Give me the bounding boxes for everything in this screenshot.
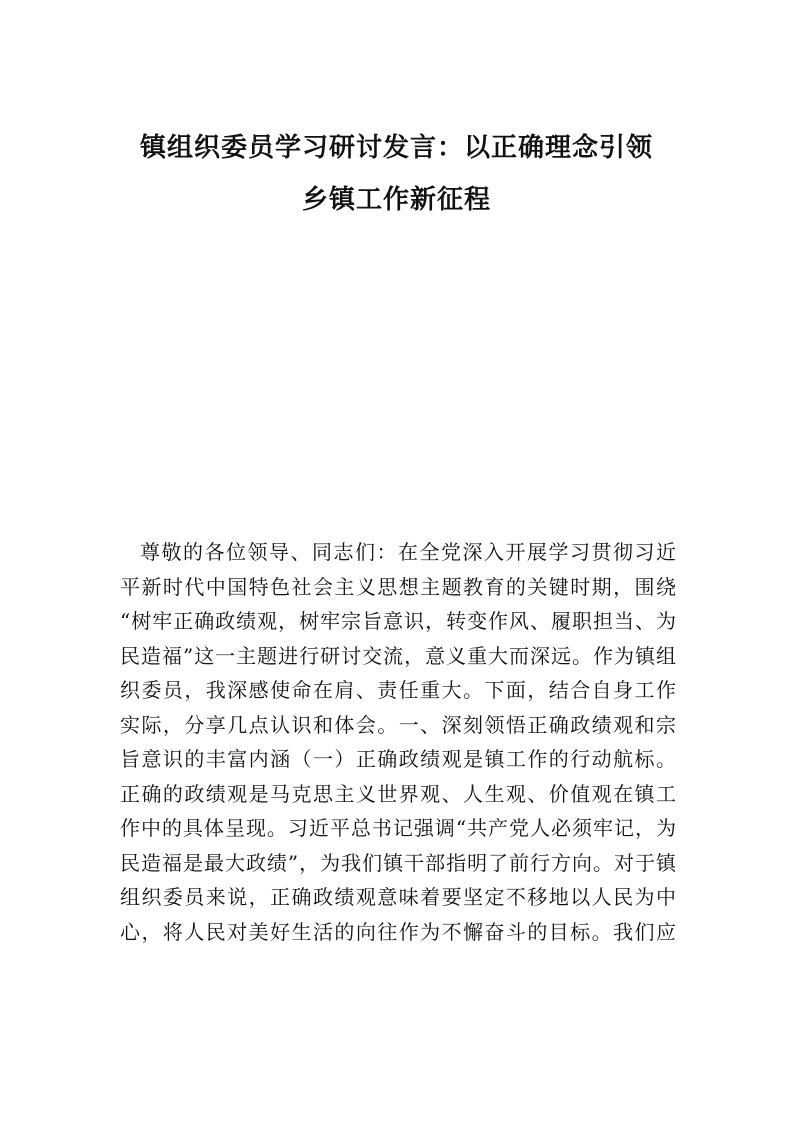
title-line-1: 镇组织委员学习研讨发言：以正确理念引领 <box>139 133 653 163</box>
body-line-10: 民造福是最大政绩”，为我们镇干部指明了前行方向。对于镇 <box>120 850 676 875</box>
document-title <box>100 122 693 226</box>
body-line-12: 心，将人民对美好生活的向往作为不懈奋斗的目标。我们应 <box>120 919 676 944</box>
body-line-7: 旨意识的丰富内涵（一）正确政绩观是镇工作的行动航标。 <box>120 747 676 771</box>
body-line-4: 民造福”这一主题进行研讨交流，意义重大而深远。作为镇组 <box>120 643 676 668</box>
body-line-9: 作中的具体呈现。习近平总书记强调“共产党人必须牢记，为 <box>120 816 676 840</box>
body-line-8: 正确的政绩观是马克思主义世界观、人生观、价值观在镇工 <box>120 781 676 806</box>
body-line-1: 尊敬的各位领导、同志们：在全党深入开展学习贯彻习近 <box>140 540 676 564</box>
body-line-3: “树牢正确政绩观，树牢宗旨意识，转变作风、履职担当、为 <box>120 609 676 633</box>
body-line-6: 实际，分享几点认识和体会。一、深刻领悟正确政绩观和宗 <box>120 712 676 737</box>
body-line-2: 平新时代中国特色社会主义思想主题教育的关键时期，围绕 <box>120 574 676 599</box>
body-line-11: 组织委员来说，正确政绩观意味着要坚定不移地以人民为中 <box>120 885 676 909</box>
title-line-2: 乡镇工作新征程 <box>301 185 491 215</box>
body-line-5: 织委员，我深感使命在肩、责任重大。下面，结合自身工作 <box>120 678 676 702</box>
document-body <box>120 535 676 949</box>
